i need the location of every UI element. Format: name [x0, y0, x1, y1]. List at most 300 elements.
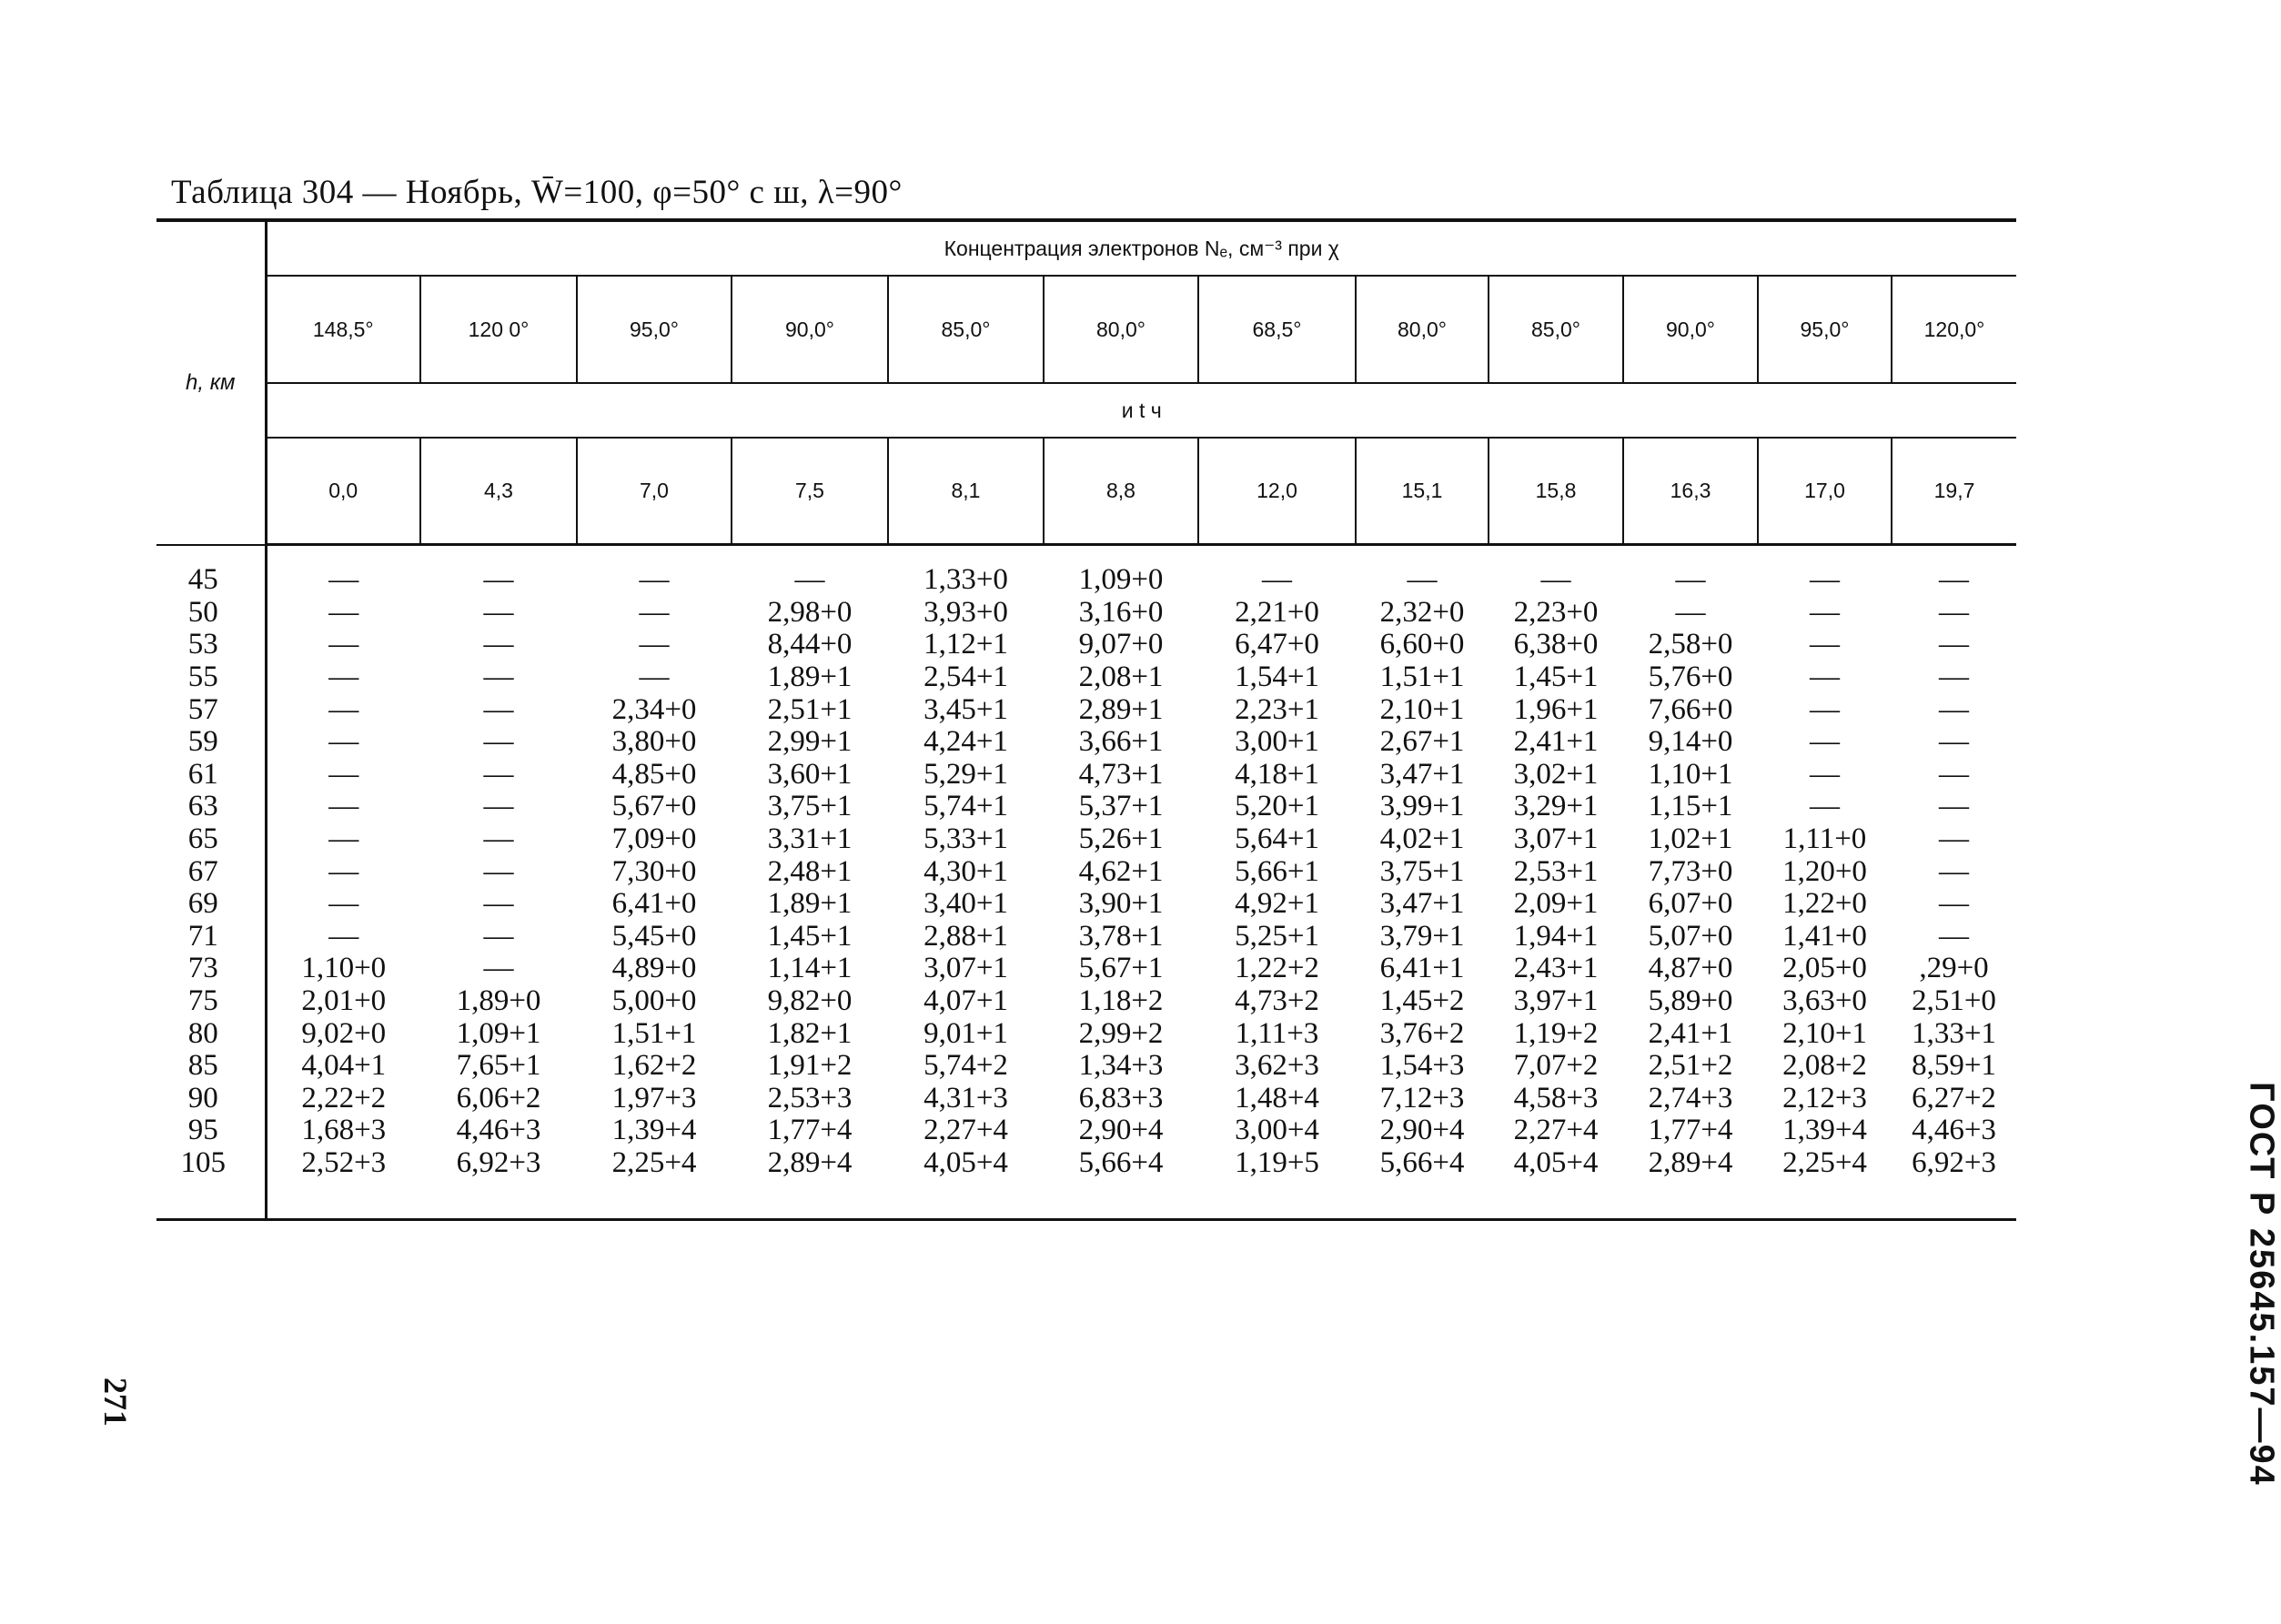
header-chi-cell: 120 0°	[420, 276, 577, 383]
value-cell: 4,73+2	[1235, 984, 1319, 1018]
value-cell: 1,11+0	[1782, 822, 1867, 856]
value-cell: 5,07+0	[1648, 919, 1733, 953]
header-t-cell: 15,1	[1356, 438, 1489, 545]
header-chi-cell: 85,0°	[888, 276, 1044, 383]
table-row	[156, 597, 2016, 630]
value-cell: 4,73+1	[1078, 757, 1164, 791]
value-cell: 5,66+1	[1235, 854, 1319, 888]
value-cell: —	[1810, 661, 1840, 694]
value-cell: 1,41+0	[1782, 919, 1867, 953]
value-cell: 7,65+1	[456, 1049, 541, 1083]
value-cell: 4,18+1	[1235, 757, 1319, 791]
value-cell: —	[1939, 661, 1969, 694]
value-cell: —	[483, 790, 514, 823]
table-row	[156, 823, 2016, 856]
value-cell: 1,91+2	[767, 1049, 853, 1083]
value-cell: —	[1939, 854, 1969, 888]
value-cell: —	[483, 887, 514, 921]
value-cell: 9,82+0	[767, 984, 853, 1018]
value-cell: 2,01+0	[301, 984, 387, 1018]
table-row	[156, 726, 2016, 759]
height-cell: 85	[156, 1050, 266, 1083]
value-cell: 5,74+2	[924, 1049, 1008, 1083]
value-cell: 1,39+4	[1782, 1114, 1867, 1147]
value-cell: 2,25+4	[611, 1145, 697, 1179]
value-cell: 2,22+2	[301, 1081, 387, 1115]
value-cell: 1,77+4	[767, 1114, 853, 1147]
value-cell: 2,89+4	[767, 1145, 853, 1179]
value-cell: 1,89+1	[767, 887, 853, 921]
value-cell: 2,48+1	[767, 854, 853, 888]
value-cell: 6,83+3	[1078, 1081, 1164, 1115]
value-cell: 3,47+1	[1379, 757, 1465, 791]
table-row	[156, 953, 2016, 985]
value-cell: 2,05+0	[1782, 952, 1867, 985]
table-row	[156, 1050, 2016, 1083]
value-cell: 1,34+3	[1078, 1049, 1164, 1083]
value-cell: —	[328, 661, 359, 694]
value-cell: 9,02+0	[301, 1016, 387, 1050]
value-cell: 5,33+1	[924, 822, 1008, 856]
value-cell: —	[639, 595, 670, 629]
value-cell: 3,07+1	[1513, 822, 1599, 856]
value-cell: 2,53+1	[1513, 854, 1599, 888]
value-cell: 1,96+1	[1513, 692, 1599, 726]
value-cell: —	[483, 628, 514, 661]
value-cell: 6,41+1	[1379, 952, 1465, 985]
value-cell: —	[328, 725, 359, 759]
value-cell: —	[1810, 692, 1840, 726]
value-cell: 3,79+1	[1379, 919, 1465, 953]
value-cell: —	[483, 822, 514, 856]
value-cell: 7,12+3	[1379, 1081, 1465, 1115]
header-time-label: и t ч	[266, 383, 2016, 438]
value-cell: —	[483, 661, 514, 694]
value-cell: —	[1810, 628, 1840, 661]
height-cell: 65	[156, 823, 266, 856]
value-cell: 2,51+1	[767, 692, 853, 726]
value-cell: —	[328, 854, 359, 888]
value-cell: 2,34+0	[611, 692, 697, 726]
value-cell: —	[1939, 757, 1969, 791]
table-row	[156, 629, 2016, 661]
table-row	[156, 1115, 2016, 1147]
value-cell: 2,51+0	[1912, 984, 1996, 1018]
header-t-cell: 15,8	[1489, 438, 1623, 545]
height-cell: 63	[156, 791, 266, 823]
height-cell: 73	[156, 953, 266, 985]
value-cell: —	[483, 919, 514, 953]
value-cell: 1,14+1	[767, 952, 853, 985]
table-row	[156, 1017, 2016, 1050]
value-cell: 1,15+1	[1648, 790, 1733, 823]
header-chi-cell: 80,0°	[1356, 276, 1489, 383]
value-cell: 1,10+1	[1648, 757, 1733, 791]
value-cell: 2,12+3	[1782, 1081, 1867, 1115]
value-cell: 4,46+3	[1912, 1114, 1996, 1147]
header-chi-cell: 90,0°	[732, 276, 888, 383]
value-cell: 3,75+1	[767, 790, 853, 823]
table-caption: Таблица 304 — Ноябрь, W̄=100, φ=50° с ш, λ=90°	[171, 174, 903, 211]
value-cell: —	[328, 757, 359, 791]
value-cell: 2,90+4	[1078, 1114, 1164, 1147]
value-cell: 5,29+1	[924, 757, 1008, 791]
standard-identifier: ГОСТ Р 25645.157—94	[2242, 1082, 2281, 1487]
header-time-label-row	[156, 383, 2016, 438]
value-cell: 4,62+1	[1078, 854, 1164, 888]
height-cell: 69	[156, 888, 266, 921]
value-cell: 7,07+2	[1513, 1049, 1599, 1083]
value-cell: 4,31+3	[924, 1081, 1008, 1115]
height-cell: 80	[156, 1017, 266, 1050]
header-chi-cell: 80,0°	[1044, 276, 1198, 383]
value-cell: 2,98+0	[767, 595, 853, 629]
electron-concentration-table	[156, 218, 2016, 1221]
header-concentration-label: Концентрация электронов Nₑ, см⁻³ при χ	[266, 220, 2016, 276]
value-cell: 1,20+0	[1782, 854, 1867, 888]
header-chi-cell: 120,0°	[1892, 276, 2016, 383]
header-t-cell: 16,3	[1623, 438, 1758, 545]
value-cell: 5,00+0	[611, 984, 697, 1018]
value-cell: 1,94+1	[1513, 919, 1599, 953]
value-cell: —	[794, 563, 825, 597]
table-row	[156, 985, 2016, 1018]
value-cell: 2,89+1	[1078, 692, 1164, 726]
header-h-km: h, км	[156, 220, 266, 545]
height-cell: 59	[156, 726, 266, 759]
value-cell: 6,38+0	[1513, 628, 1599, 661]
value-cell: 1,45+2	[1379, 984, 1465, 1018]
header-chi-cell: 68,5°	[1198, 276, 1356, 383]
value-cell: 2,23+1	[1235, 692, 1319, 726]
value-cell: —	[1675, 563, 1706, 597]
header-t-cell: 12,0	[1198, 438, 1356, 545]
value-cell: 1,22+2	[1235, 952, 1319, 985]
value-cell: 3,07+1	[924, 952, 1008, 985]
value-cell: 5,26+1	[1078, 822, 1164, 856]
value-cell: 5,76+0	[1648, 661, 1733, 694]
table-row	[156, 1083, 2016, 1115]
value-cell: 5,67+0	[611, 790, 697, 823]
header-chi-cell: 85,0°	[1489, 276, 1623, 383]
header-concentration-row	[156, 220, 2016, 276]
value-cell: 3,29+1	[1513, 790, 1599, 823]
value-cell: 4,04+1	[301, 1049, 387, 1083]
value-cell: —	[483, 725, 514, 759]
value-cell: 1,51+1	[1379, 661, 1465, 694]
height-cell: 105	[156, 1147, 266, 1180]
value-cell: 4,05+4	[924, 1145, 1008, 1179]
value-cell: 2,27+4	[924, 1114, 1008, 1147]
value-cell: 2,99+1	[767, 725, 853, 759]
value-cell: —	[483, 595, 514, 629]
header-chi-row	[156, 276, 2016, 383]
value-cell: —	[1810, 725, 1840, 759]
value-cell: —	[328, 822, 359, 856]
value-cell: 2,27+4	[1513, 1114, 1599, 1147]
header-chi-cell: 95,0°	[577, 276, 732, 383]
table-header	[156, 220, 2016, 545]
value-cell: 1,82+1	[767, 1016, 853, 1050]
value-cell: 6,06+2	[456, 1081, 541, 1115]
value-cell: 3,02+1	[1513, 757, 1599, 791]
height-cell: 95	[156, 1115, 266, 1147]
value-cell: —	[483, 854, 514, 888]
value-cell: 1,09+0	[1078, 563, 1164, 597]
height-cell: 67	[156, 855, 266, 888]
value-cell: 3,78+1	[1078, 919, 1164, 953]
value-cell: 2,99+2	[1078, 1016, 1164, 1050]
page-number: 271	[97, 1377, 134, 1427]
value-cell: 3,75+1	[1379, 854, 1465, 888]
value-cell: 2,88+1	[924, 919, 1008, 953]
value-cell: 9,14+0	[1648, 725, 1733, 759]
value-cell: —	[483, 757, 514, 791]
value-cell: 2,58+0	[1648, 628, 1733, 661]
value-cell: —	[1939, 628, 1969, 661]
value-cell: 2,74+3	[1648, 1081, 1733, 1115]
value-cell: 6,07+0	[1648, 887, 1733, 921]
value-cell: 2,41+1	[1648, 1016, 1733, 1050]
value-cell: —	[328, 790, 359, 823]
value-cell: 3,00+4	[1235, 1114, 1319, 1147]
value-cell: 1,18+2	[1078, 984, 1164, 1018]
value-cell: 1,10+0	[301, 952, 387, 985]
value-cell: 4,92+1	[1235, 887, 1319, 921]
value-cell: 1,19+2	[1513, 1016, 1599, 1050]
value-cell: 1,19+5	[1235, 1145, 1319, 1179]
header-chi-cell: 148,5°	[266, 276, 420, 383]
height-cell: 45	[156, 545, 266, 597]
value-cell: 2,52+3	[301, 1145, 387, 1179]
value-cell: —	[483, 692, 514, 726]
table-row	[156, 759, 2016, 792]
value-cell: —	[1810, 790, 1840, 823]
value-cell: 6,47+0	[1235, 628, 1319, 661]
value-cell: 3,66+1	[1078, 725, 1164, 759]
value-cell: 1,33+1	[1912, 1016, 1996, 1050]
value-cell: —	[328, 628, 359, 661]
value-cell: 2,53+3	[767, 1081, 853, 1115]
value-cell: ,29+0	[1919, 952, 1989, 985]
value-cell: 5,66+4	[1078, 1145, 1164, 1179]
value-cell: 3,40+1	[924, 887, 1008, 921]
value-cell: —	[328, 919, 359, 953]
value-cell: 1,77+4	[1648, 1114, 1733, 1147]
table-row	[156, 921, 2016, 953]
value-cell: 9,01+1	[924, 1016, 1008, 1050]
table-body	[156, 545, 2016, 1220]
value-cell: 1,22+0	[1782, 887, 1867, 921]
value-cell: 7,30+0	[611, 854, 697, 888]
header-chi-cell: 95,0°	[1758, 276, 1892, 383]
header-t-cell: 17,0	[1758, 438, 1892, 545]
value-cell: —	[639, 563, 670, 597]
table-row	[156, 661, 2016, 694]
value-cell: 3,97+1	[1513, 984, 1599, 1018]
value-cell: —	[1939, 692, 1969, 726]
height-cell: 90	[156, 1083, 266, 1115]
value-cell: 5,89+0	[1648, 984, 1733, 1018]
value-cell: 3,16+0	[1078, 595, 1164, 629]
value-cell: 4,87+0	[1648, 952, 1733, 985]
value-cell: 4,89+0	[611, 952, 697, 985]
value-cell: 1,62+2	[611, 1049, 697, 1083]
value-cell: 4,58+3	[1513, 1081, 1599, 1115]
value-cell: 2,41+1	[1513, 725, 1599, 759]
header-t-cell: 7,0	[577, 438, 732, 545]
value-cell: 1,09+1	[456, 1016, 541, 1050]
height-cell: 71	[156, 921, 266, 953]
value-cell: —	[1939, 725, 1969, 759]
value-cell: 2,21+0	[1235, 595, 1319, 629]
value-cell: 2,10+1	[1782, 1016, 1867, 1050]
value-cell: 5,64+1	[1235, 822, 1319, 856]
value-cell: 4,02+1	[1379, 822, 1465, 856]
table-row	[156, 855, 2016, 888]
header-chi-cell: 90,0°	[1623, 276, 1758, 383]
value-cell: 7,73+0	[1648, 854, 1733, 888]
value-cell: 3,45+1	[924, 692, 1008, 726]
value-cell: 1,33+0	[924, 563, 1008, 597]
value-cell: 2,51+2	[1648, 1049, 1733, 1083]
value-cell: 1,89+0	[456, 984, 541, 1018]
value-cell: 4,85+0	[611, 757, 697, 791]
header-t-cell: 19,7	[1892, 438, 2016, 545]
value-cell: 3,76+2	[1379, 1016, 1465, 1050]
value-cell: 5,45+0	[611, 919, 697, 953]
height-cell: 53	[156, 629, 266, 661]
table-row	[156, 693, 2016, 726]
header-t-cell: 4,3	[420, 438, 577, 545]
height-cell: 75	[156, 985, 266, 1018]
value-cell: 3,60+1	[767, 757, 853, 791]
value-cell: 2,32+0	[1379, 595, 1465, 629]
header-t-cell: 8,1	[888, 438, 1044, 545]
height-cell: 61	[156, 759, 266, 792]
value-cell: 1,48+4	[1235, 1081, 1319, 1115]
header-t-cell: 7,5	[732, 438, 888, 545]
header-t-cell: 8,8	[1044, 438, 1198, 545]
value-cell: —	[639, 628, 670, 661]
value-cell: 3,80+0	[611, 725, 697, 759]
value-cell: 5,74+1	[924, 790, 1008, 823]
value-cell: —	[1939, 595, 1969, 629]
value-cell: 6,92+3	[1912, 1145, 1996, 1179]
value-cell: 5,66+4	[1379, 1145, 1465, 1179]
value-cell: —	[483, 563, 514, 597]
value-cell: 1,97+3	[611, 1081, 697, 1115]
value-cell: 3,62+3	[1235, 1049, 1319, 1083]
value-cell: 4,46+3	[456, 1114, 541, 1147]
value-cell: —	[1675, 595, 1706, 629]
value-cell: 1,51+1	[611, 1016, 697, 1050]
value-cell: 2,54+1	[924, 661, 1008, 694]
value-cell: —	[1939, 919, 1969, 953]
value-cell: —	[328, 563, 359, 597]
value-cell: 1,89+1	[767, 661, 853, 694]
value-cell: 5,20+1	[1235, 790, 1319, 823]
value-cell: —	[328, 692, 359, 726]
value-cell: 3,31+1	[767, 822, 853, 856]
value-cell: 8,44+0	[767, 628, 853, 661]
table-row	[156, 888, 2016, 921]
value-cell: 6,41+0	[611, 887, 697, 921]
header-t-cell: 0,0	[266, 438, 420, 545]
value-cell: 1,68+3	[301, 1114, 387, 1147]
value-cell: —	[483, 952, 514, 985]
value-cell: 5,67+1	[1078, 952, 1164, 985]
value-cell: —	[1540, 563, 1571, 597]
value-cell: 2,25+4	[1782, 1145, 1867, 1179]
height-cell: 55	[156, 661, 266, 694]
value-cell: 3,93+0	[924, 595, 1008, 629]
value-cell: 4,05+4	[1513, 1145, 1599, 1179]
value-cell: —	[328, 595, 359, 629]
value-cell: 1,11+3	[1235, 1016, 1319, 1050]
value-cell: 5,37+1	[1078, 790, 1164, 823]
value-cell: —	[1407, 563, 1438, 597]
value-cell: 2,90+4	[1379, 1114, 1465, 1147]
value-cell: 2,08+2	[1782, 1049, 1867, 1083]
value-cell: 4,24+1	[924, 725, 1008, 759]
value-cell: 1,54+3	[1379, 1049, 1465, 1083]
value-cell: 1,39+4	[611, 1114, 697, 1147]
value-cell: 3,63+0	[1782, 984, 1867, 1018]
value-cell: 3,99+1	[1379, 790, 1465, 823]
value-cell: —	[328, 887, 359, 921]
table-row	[156, 1147, 2016, 1180]
value-cell: —	[1810, 595, 1840, 629]
value-cell: 4,30+1	[924, 854, 1008, 888]
table-row	[156, 545, 2016, 597]
value-cell: —	[639, 661, 670, 694]
value-cell: 7,66+0	[1648, 692, 1733, 726]
value-cell: —	[1810, 757, 1840, 791]
value-cell: 6,92+3	[456, 1145, 541, 1179]
value-cell: —	[1939, 790, 1969, 823]
value-cell: —	[1939, 887, 1969, 921]
value-cell: 4,07+1	[924, 984, 1008, 1018]
height-cell: 57	[156, 693, 266, 726]
value-cell: —	[1939, 822, 1969, 856]
header-t-row	[156, 438, 2016, 545]
value-cell: 3,47+1	[1379, 887, 1465, 921]
value-cell: 1,02+1	[1648, 822, 1733, 856]
height-cell: 50	[156, 597, 266, 630]
value-cell: 6,27+2	[1912, 1081, 1996, 1115]
value-cell: 6,60+0	[1379, 628, 1465, 661]
value-cell: 2,09+1	[1513, 887, 1599, 921]
value-cell: 1,12+1	[924, 628, 1008, 661]
value-cell: 2,67+1	[1379, 725, 1465, 759]
table-row	[156, 791, 2016, 823]
value-cell: 5,25+1	[1235, 919, 1319, 953]
value-cell: 8,59+1	[1912, 1049, 1996, 1083]
value-cell: —	[1810, 563, 1840, 597]
value-cell: 2,43+1	[1513, 952, 1599, 985]
value-cell: 1,45+1	[1513, 661, 1599, 694]
value-cell: —	[1262, 563, 1292, 597]
value-cell: 3,90+1	[1078, 887, 1164, 921]
value-cell: 2,08+1	[1078, 661, 1164, 694]
value-cell: 2,23+0	[1513, 595, 1599, 629]
value-cell: 3,00+1	[1235, 725, 1319, 759]
value-cell: 2,89+4	[1648, 1145, 1733, 1179]
value-cell: 2,10+1	[1379, 692, 1465, 726]
table-bottom-spacer	[156, 1179, 2016, 1219]
value-cell: 1,45+1	[767, 919, 853, 953]
